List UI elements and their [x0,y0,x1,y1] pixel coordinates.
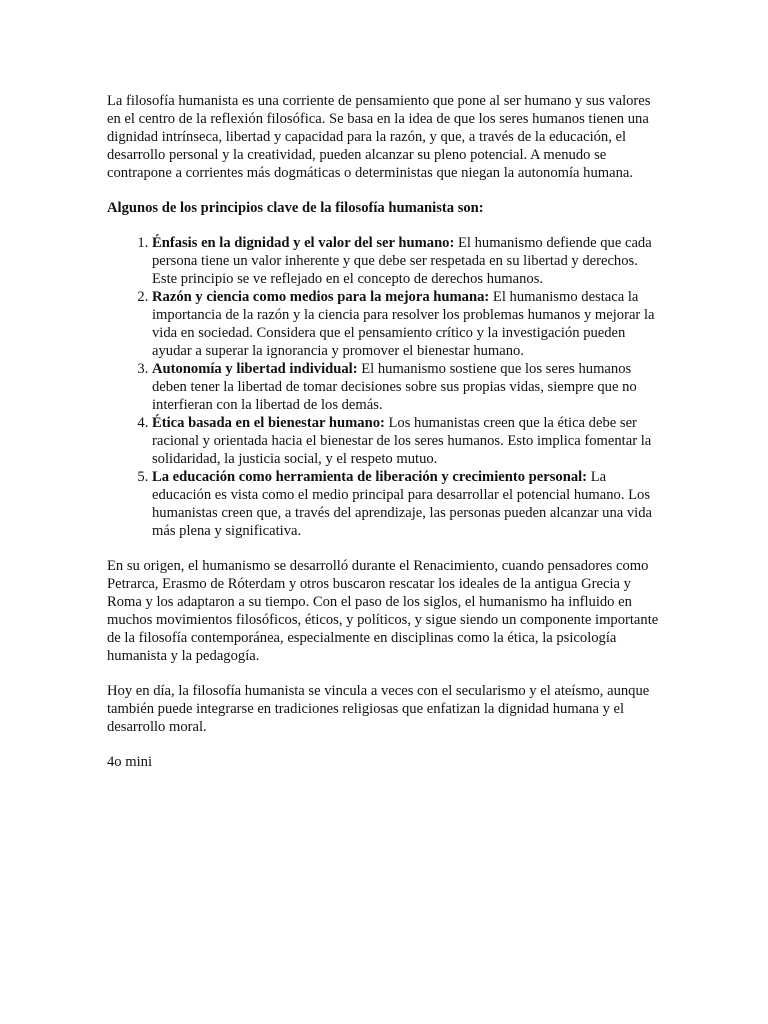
principles-list [107,234,662,540]
principle-text: El humanismo defiende que cada persona tiene un valor inherente y que debe ser respetada en su libertad y derechos. Este principio se ve reflejado en el concepto de derechos humanos. [152,235,652,287]
intro-paragraph: La filosofía humanista es una corriente de pensamiento que pone al ser humano y sus valores en el centro de la reflexión filosófica. Se basa en la idea de que los seres humanos tienen una dignidad intrínseca, libertad y capacidad para la razón, y que, a través de la educación, el desarrollo personal y la creatividad, pueden alcanzar su pleno potencial. A menudo se contrapone a corrientes más dogmáticas o deterministas que niegan la autonomía humana. [107,93,651,181]
today-paragraph: Hoy en día, la filosofía humanista se vincula a veces con el secularismo y el ateísmo, aunque también puede integrarse en tradiciones religiosas que enfatizan la dignidad humana y el desarrollo moral. [107,683,650,735]
principle-text: El humanismo sostiene que los seres humanos deben tener la libertad de tomar decisiones sobre sus propias vidas, siempre que no interfieran con la libertad de los demás. [152,361,637,413]
principle-title: La educación como herramienta de liberación y crecimiento personal: [152,469,588,485]
principle-item [152,468,662,540]
principle-text: El humanismo destaca la importancia de la razón y la ciencia para resolver los problemas humanos y mejorar la vida en sociedad. Considera que el pensamiento crítico y la investigación pueden ayudar a superar la ignorancia y promover el bienestar humano. [152,289,655,359]
principle-title: Autonomía y libertad individual: [152,361,358,377]
principle-item [152,234,662,288]
principle-text: La educación es vista como el medio principal para desarrollar el potencial humano. Los humanistas creen que, a través del aprendizaje, las personas pueden alcanzar una vida más plena y significativa. [152,469,653,539]
principles-heading: Algunos de los principios clave de la filosofía humanista son: [107,200,484,216]
document-page [107,92,662,771]
principle-title: Razón y ciencia como medios para la mejora humana: [152,289,490,305]
principle-item [152,288,662,360]
principle-item [152,360,662,414]
principle-text: Los humanistas creen que la ética debe ser racional y orientada hacia el bienestar de los seres humanos. Esto implica fomentar la solidaridad, la justicia social, y el respeto mutuo. [152,415,652,467]
origin-paragraph: En su origen, el humanismo se desarrolló durante el Renacimiento, cuando pensadores como Petrarca, Erasmo de Róterdam y otros buscaron rescatar los ideales de la antigua Grecia y Roma y los adaptaron a su tiempo. Con el paso de los siglos, el humanismo ha influido en muchos movimientos filosóficos, éticos, y políticos, y sigue siendo un componente importante de la filosofía contemporánea, especialmente en disciplinas como la ética, la psicología humanista y la pedagogía. [107,558,659,664]
model-label: 4o mini [107,754,152,770]
principle-title: Ética basada en el bienestar humano: [152,415,385,431]
principle-title: Énfasis en la dignidad y el valor del ser humano: [152,235,455,251]
principle-item [152,414,662,468]
